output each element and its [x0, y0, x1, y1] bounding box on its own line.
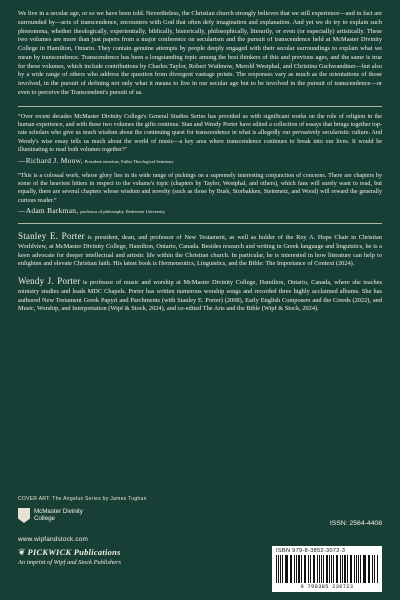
- barcode-bar: [326, 555, 328, 583]
- barcode-bar: [354, 555, 355, 583]
- barcode-bar: [290, 555, 291, 583]
- editor-bio-stanley: [18, 230, 382, 269]
- barcode-bar: [329, 555, 330, 583]
- endorsement-mouw: [18, 113, 382, 165]
- barcode-bar: [360, 555, 361, 583]
- lamp-icon: ❦: [18, 547, 26, 557]
- barcode-bar: [358, 555, 359, 583]
- publisher-name: PICKWICK Publications: [27, 548, 121, 557]
- barcode-bar: [337, 555, 338, 583]
- barcode-bar: [368, 555, 369, 583]
- barcode-bar: [377, 555, 378, 583]
- divider: [18, 223, 382, 224]
- back-cover-text: [18, 10, 382, 320]
- barcode-bar: [301, 555, 302, 583]
- endorsement-quote: “This is a colossal work, whose glory lies in its wide range of pickings on a supremely interesting conjunction of concerns. There are chapters by some of the heaviest hitters in respect to the volume's topic (chapters by Taylor, Westphal, and others), which fans will surely want to read, but equally, there are several chapters whose wisdom and novelty (such as those by Bush, Storbakken, Steinmetz, and Wood) will reward the generally curious reader.”: [18, 172, 382, 204]
- barcode-bar: [363, 555, 364, 583]
- endorsement-quote: “Over recent decades McMaster Divinity College's General Studies Series has provided us with significant works on the role of religion in the human experience, and with these two volumes the gifts continue. Stan and Wendy Porter have edited a collection of essays that brings together top-rate scholars who give us much wisdom about the continuing quest for transcendence in what is allegedly our pervasively secularistic culture. And Wendy's wise essay tells us much about the world of music—a key area where transcendence continues to break into our lives. It would be illuminating to read both volumes together!”: [18, 113, 382, 154]
- endorser-role: professor of philosophy, Redeemer University: [80, 209, 165, 215]
- barcode-bar: [364, 555, 366, 583]
- isbn-number: ISBN 979-8-3852-3072-3: [276, 548, 346, 554]
- barcode-bar: [336, 555, 337, 583]
- barcode-bar: [344, 555, 346, 583]
- barcode-bar: [291, 555, 292, 583]
- publisher-imprint: An imprint of Wipf and Stock Publishers: [18, 559, 121, 566]
- barcode-bar: [356, 555, 357, 583]
- barcode-bar: [305, 555, 306, 583]
- college-logo: [18, 508, 382, 523]
- divider: [18, 106, 382, 107]
- isbn-barcode: [272, 546, 382, 592]
- endorser-name: —Richard J. Mouw,: [18, 155, 83, 165]
- barcode-bar: [313, 555, 314, 583]
- endorsement-barkman: [18, 172, 382, 216]
- barcode-bar: [304, 555, 305, 583]
- barcode-bar: [298, 555, 299, 583]
- barcode-bar: [347, 555, 348, 583]
- barcode-bar: [321, 555, 322, 583]
- publisher-website[interactable]: www.wipfandstock.com: [18, 536, 89, 543]
- barcode-bar: [276, 555, 277, 583]
- barcode-digits: 9 798385 230723: [300, 584, 354, 590]
- barcode-bars: [276, 555, 378, 583]
- editor-name: Wendy J. Porter: [18, 276, 81, 287]
- college-name: McMaster Divinity College: [34, 507, 83, 522]
- barcode-bar: [314, 555, 315, 583]
- barcode-bar: [294, 555, 295, 583]
- barcode-bar: [369, 555, 370, 583]
- barcode-bar: [286, 555, 288, 583]
- barcode-bar: [317, 555, 318, 583]
- shield-icon: [18, 508, 30, 523]
- barcode-bar: [278, 555, 279, 583]
- barcode-bar: [308, 555, 310, 583]
- barcode-bar: [310, 555, 311, 583]
- barcode-bar: [340, 555, 341, 583]
- cover-art-credit: COVER ART: The Angelus Series by James Tughan: [18, 496, 147, 502]
- endorser-name: —Adam Barkman,: [18, 206, 79, 216]
- barcode-bar: [319, 555, 320, 583]
- editor-bio-text: is professor of music and worship at McMaster Divinity College, Hamilton, Ontario, Canada, where she teaches ministry studies and leads MDC Chapels. Porter has written numerous worship songs and recorded three highly acclaimed albums. She has authored New Testament Greek Papyri and Parchments (with Stanley E. Porter) (2008), Early English Composers and the Creeds (2022), and Music, Worship, and Interpretation (Wipf & Stock, 2024), and co-edited The Arts and the Bible (Wipf & Stock, 2024).: [18, 279, 383, 313]
- cover-footer: [18, 496, 382, 592]
- barcode-bar: [350, 555, 351, 583]
- barcode-bar: [331, 555, 332, 583]
- barcode-bar: [351, 555, 352, 583]
- barcode-bar: [282, 555, 283, 583]
- book-description: We live in a secular age, or so we have been told. Nevertheless, the Christian church strongly believes that we still experience—and in fact are surrounded by—acts of transcendence, encounters with God that often defy imagination and explanation. And yet we do try to explain such phenomena, whether theologically, experientially, biblically, historically, philosophically, literarily, or even (or especially) artistically. These two volumes are more than just papers from a major conference on secularism and the pursuit of transcendence held at McMaster Divinity College in Hamilton, Ontario. They contain genuine attempts by people deeply engaged with their secular surroundings to explain what we mean by transcendence. Transcendence has been a longstanding topic among the best thinkers of this and previous ages, and the same is true for these volumes, which include contributions by Charles Taylor, Robert Wuthnow, Merold Westphal, and Christina Gschwandtner—but also by a wide range of others who address the question from divergent vantage points. The responses vary as much as the orientations of those involved, in the pursuit of defining not only what it means to live in our secular age but to be involved in the pursuit of transcendence—or even to perceive the Transcendent's pursuit of us.: [18, 10, 382, 96]
- barcode-bar: [342, 555, 343, 583]
- editor-bio-text: is president, dean, and professor of New Testament, as well as holder of the Roy A. Hope Chair in Christian Worldview, at McMaster Divinity College, Hamilton, Ontario, Canada. Besides research and writing in Greek language and linguistics, he is a keen advocate for deeper intellectual and artistic life within the Christian church. In particular, he is interested in how literature can help to enlighten and elevate Christian faith. His latest book is Hermeneutics, Linguistics, and the Bible: The Importance of Context (2024).: [18, 234, 382, 268]
- barcode-bar: [285, 555, 286, 583]
- endorser-role: President emeritus, Fuller Theological Seminary: [84, 158, 174, 164]
- barcode-bar: [296, 555, 297, 583]
- barcode-bar: [372, 555, 373, 583]
- barcode-bar: [323, 555, 324, 583]
- endorsement-attribution: [18, 206, 382, 215]
- barcode-bar: [280, 555, 281, 583]
- endorsement-attribution: [18, 156, 382, 165]
- issn: ISSN: 2564-4408: [329, 520, 382, 527]
- barcode-bar: [374, 555, 375, 583]
- editor-name: Stanley E. Porter: [18, 231, 85, 242]
- barcode-bar: [333, 555, 334, 583]
- editor-bio-wendy: [18, 275, 382, 314]
